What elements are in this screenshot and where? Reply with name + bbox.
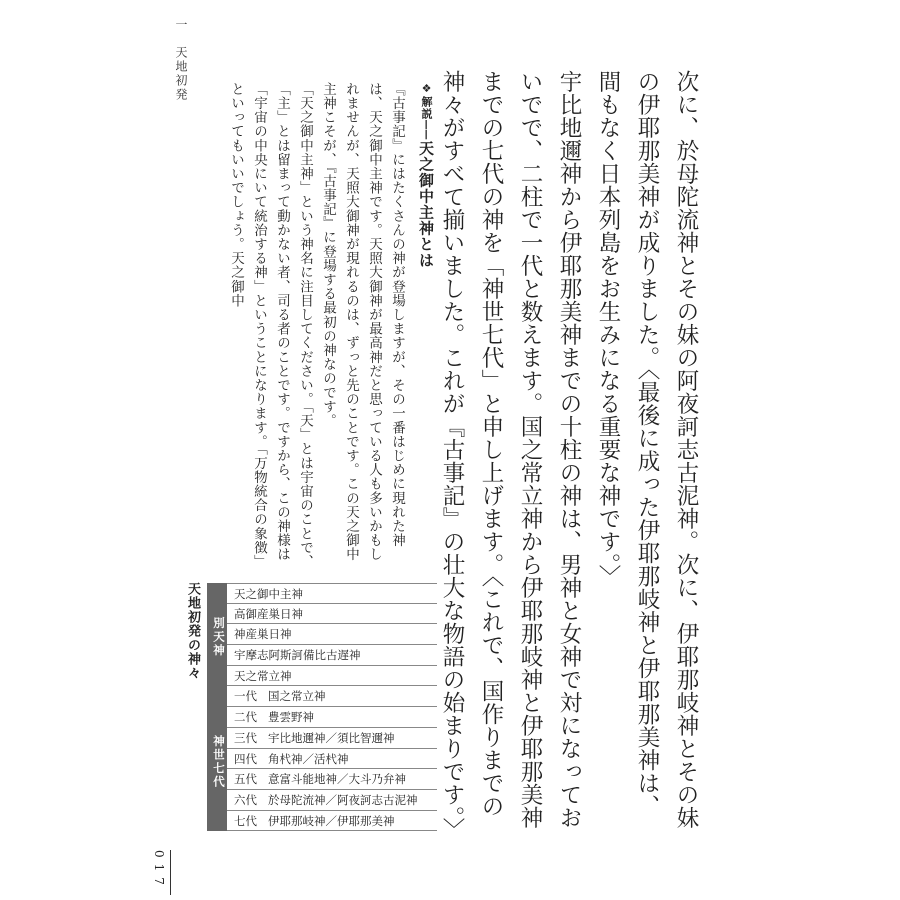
row-generation: 一代 [234, 689, 257, 704]
table-title: 天地初発の神々 [185, 582, 200, 680]
row-names: 国之常立神 [268, 689, 326, 704]
table-row [227, 707, 437, 728]
row-names: 伊耶那岐神／伊耶那美神 [268, 813, 395, 828]
table-row [227, 749, 437, 770]
running-head: 一 天地初発 [174, 18, 188, 102]
table-row [227, 666, 437, 687]
table-row [227, 624, 437, 645]
page-number: 017 [152, 850, 171, 895]
commentary-title: ──天之御中主神とは [417, 120, 435, 269]
table-group-kamiyo-nanayo [207, 686, 437, 831]
table-row [227, 604, 437, 625]
table-group-betsu-amatsukami [207, 583, 437, 686]
row-names: 豊雲野神 [268, 710, 314, 725]
group-label: 別天神 [207, 583, 227, 686]
table-row [227, 728, 437, 749]
row-generation: 二代 [234, 710, 257, 725]
gods-table [207, 583, 437, 831]
row-names: 天之常立神 [234, 668, 292, 683]
row-generation: 六代 [234, 792, 257, 807]
commentary-heading [414, 82, 438, 572]
row-generation: 三代 [234, 730, 257, 745]
table-row [227, 790, 437, 811]
commentary-label: ❖解説 [420, 82, 433, 120]
commentary-paragraph-2: 「天之御中主神」という神名に注目してください。「天」とは宇宙のことで、「主」とは留まって動かない者、司る者のことです。ですから、この神様は「宇宙の中央にいて統治する神」ということになります。「万物統合の象徴」といってもいいでしょう。天之御中 [228, 82, 313, 569]
row-names: 天之御中主神 [234, 587, 303, 601]
table-row [227, 645, 437, 666]
row-names: 於母陀流神／阿夜訶志古泥神 [268, 792, 418, 807]
row-generation: 四代 [234, 751, 257, 766]
commentary-section [188, 82, 438, 572]
row-names: 宇摩志阿斯訶備比古遅神 [234, 648, 361, 663]
row-names: 高御産巣日神 [234, 606, 303, 621]
table-row [227, 811, 437, 832]
main-paragraph-1: 次に、於母陀流神とその妹の阿夜訶志古泥神。次に、伊耶那岐神とその妹の伊耶那美神が成りました。〈最後に成った伊耶那岐神と伊耶那美神は、間もなく日本列島をお生みになる重要な神です。〉 [595, 70, 699, 829]
table-row [227, 686, 437, 707]
row-names: 神産巣日神 [234, 627, 292, 642]
row-names: 意富斗能地神／大斗乃弁神 [268, 772, 406, 787]
row-generation: 七代 [234, 813, 257, 828]
group-label: 神世七代 [207, 686, 227, 831]
main-paragraph-2: 宇比地邇神から伊耶那美神までの十柱の神は、男神と女神で対になっておいでで、二柱で一代と数えます。国之常立神から伊耶那岐神と伊耶那美神までの七代の神を「神世七代」と申し上げます。〈これで、国作りまでの神々がすべて揃いました。これが『古事記』の壮大な物語の始まりです。〉 [439, 70, 582, 841]
row-names: 宇比地邇神／須比智邇神 [268, 730, 395, 745]
row-generation: 五代 [234, 772, 257, 787]
table-row [227, 583, 437, 604]
table-row [227, 769, 437, 790]
row-names: 角杙神／活杙神 [268, 751, 349, 766]
commentary-paragraph-1: 『古事記』にはたくさんの神が登場しますが、その一番はじめに現れた神は、天之御中主神です。天照大御神が最高神だと思っている人も多いかもしれませんが、天照大御神が現れるのは、ずっと先のことです。この天之御中主神こそが、『古事記』に登場する最初の神なのです。 [320, 82, 405, 562]
